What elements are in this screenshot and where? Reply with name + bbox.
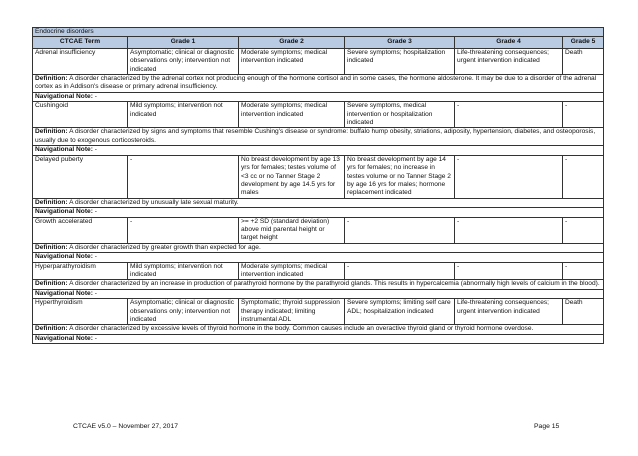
nav-note-cell [33, 92, 604, 101]
nav-note-label: Navigational Note: [35, 92, 93, 100]
term-cell: Hyperthyroidism [33, 299, 128, 325]
table-row [33, 155, 604, 198]
nav-note-text: - [94, 146, 97, 154]
nav-note-cell [33, 253, 604, 262]
col-header-grade-4: Grade 4 [455, 37, 563, 48]
column-header-row [33, 37, 604, 48]
grade-2-cell: Symptomatic; thyroid suppression therapy indicated; limiting instrumental ADL [239, 299, 345, 325]
col-header-grade-2: Grade 2 [239, 37, 345, 48]
nav-note-text: - [94, 253, 97, 261]
nav-note-text: - [94, 92, 97, 100]
grade-3-cell: No breast development by age 14 yrs for females; no increase in testes volume or no Tanner Stage 2 by age 16 yrs for males; hormone replacement indicated [345, 155, 455, 198]
grade-4-cell: Life-threatening consequences; urgent intervention indicated [455, 299, 563, 325]
nav-note-label: Navigational Note: [35, 289, 93, 297]
nav-note-cell [33, 334, 604, 343]
definition-row [33, 198, 604, 207]
grade-3-cell: - [345, 262, 455, 280]
definition-label: Definition: [35, 198, 68, 206]
definition-label: Definition: [35, 280, 68, 288]
table-row [33, 102, 604, 128]
ctcae-table [32, 27, 604, 344]
definition-label: Definition: [35, 325, 68, 333]
definition-text: A disorder characterized by signs and symptoms that resemble Cushing's disease or syndrome: buffalo hump obesity, striations, adiposity, hypertension, diabetes, and osteoporosis, usually due to exogenous corticosteroids. [35, 128, 596, 144]
grade-2-cell: Moderate symptoms; medical intervention indicated [239, 102, 345, 128]
nav-note-row [33, 92, 604, 101]
nav-note-label: Navigational Note: [35, 334, 93, 342]
grade-3-cell: Severe symptoms; limiting self care ADL; hospitalization indicated [345, 299, 455, 325]
definition-label: Definition: [35, 75, 68, 83]
definition-text: A disorder characterized by an increase in production of parathyroid hormone by the parathyroid glands. This results in hypercalcemia (abnormally high levels of calcium in the blood). [69, 280, 600, 288]
footer-page-number: Page 15 [534, 423, 560, 430]
table-row [33, 262, 604, 280]
definition-row [33, 280, 604, 289]
grade-5-cell: Death [563, 48, 604, 74]
col-header-term: CTCAE Term [33, 37, 128, 48]
grade-4-cell: - [455, 102, 563, 128]
nav-note-label: Navigational Note: [35, 208, 93, 216]
grade-5-cell: - [563, 155, 604, 198]
term-cell: Growth accelerated [33, 217, 128, 243]
grade-5-cell: - [563, 262, 604, 280]
grade-3-cell: - [345, 217, 455, 243]
definition-cell [33, 325, 604, 334]
nav-note-cell [33, 146, 604, 155]
definition-cell [33, 198, 604, 207]
grade-4-cell: - [455, 155, 563, 198]
definition-row [33, 75, 604, 93]
definition-row [33, 325, 604, 334]
grade-2-cell: Moderate symptoms; medical intervention indicated [239, 262, 345, 280]
col-header-grade-5: Grade 5 [563, 37, 604, 48]
definition-text: A disorder characterized by the adrenal cortex not producing enough of the hormone cortisol and in some cases, the hormone aldosterone. It may be due to a disorder of the adrenal cortex as in Addison's disease or primary adrenal insufficiency. [35, 75, 597, 91]
nav-note-label: Navigational Note: [35, 253, 93, 261]
nav-note-row [33, 253, 604, 262]
definition-cell [33, 128, 604, 146]
nav-note-row [33, 208, 604, 217]
grade-1-cell: - [128, 217, 239, 243]
definition-cell [33, 243, 604, 252]
table-row [33, 299, 604, 325]
grade-4-cell: Life-threatening consequences; urgent intervention indicated [455, 48, 563, 74]
section-title: Endocrine disorders [33, 28, 604, 37]
nav-note-text: - [94, 334, 97, 342]
grade-1-cell: Asymptomatic; clinical or diagnostic observations only; intervention not indicated [128, 48, 239, 74]
grade-3-cell: Severe symptoms; hospitalization indicated [345, 48, 455, 74]
table-row [33, 217, 604, 243]
nav-note-row [33, 334, 604, 343]
definition-row [33, 128, 604, 146]
definition-label: Definition: [35, 243, 68, 251]
col-header-grade-3: Grade 3 [345, 37, 455, 48]
term-cell: Delayed puberty [33, 155, 128, 198]
definition-row [33, 243, 604, 252]
grade-5-cell: - [563, 102, 604, 128]
definition-label: Definition: [35, 128, 68, 136]
table-row [33, 48, 604, 74]
nav-note-cell [33, 208, 604, 217]
grade-1-cell: Asymptomatic; clinical or diagnostic observations only; intervention not indicated [128, 299, 239, 325]
grade-2-cell: No breast development by age 13 yrs for females; testes volume of <3 cc or no Tanner Stage 2 development by age 14.5 yrs for males [239, 155, 345, 198]
nav-note-text: - [94, 208, 97, 216]
grade-1-cell: - [128, 155, 239, 198]
col-header-grade-1: Grade 1 [128, 37, 239, 48]
definition-cell [33, 280, 604, 289]
nav-note-row [33, 146, 604, 155]
grade-1-cell: Mild symptoms; intervention not indicated [128, 102, 239, 128]
nav-note-cell [33, 289, 604, 298]
grade-3-cell: Severe symptoms, medical intervention or hospitalization indicated [345, 102, 455, 128]
definition-cell [33, 75, 604, 93]
grade-2-cell: >= +2 SD (standard deviation) above mid parental height or target height [239, 217, 345, 243]
grade-5-cell: Death [563, 299, 604, 325]
definition-text: A disorder characterized by excessive levels of thyroid hormone in the body. Common causes include an overactive thyroid gland or thyroid hormone overdose. [69, 325, 534, 333]
grade-1-cell: Mild symptoms; intervention not indicated [128, 262, 239, 280]
term-cell: Hyperparathyroidism [33, 262, 128, 280]
grade-4-cell: - [455, 217, 563, 243]
footer-version: CTCAE v5.0 – November 27, 2017 [73, 423, 179, 430]
definition-text: A disorder characterized by unusually late sexual maturity. [69, 198, 239, 206]
nav-note-row [33, 289, 604, 298]
grade-2-cell: Moderate symptoms; medical intervention indicated [239, 48, 345, 74]
grade-5-cell: - [563, 217, 604, 243]
term-cell: Adrenal insufficiency [33, 48, 128, 74]
definition-text: A disorder characterized by greater growth than expected for age. [69, 243, 261, 251]
grade-4-cell: - [455, 262, 563, 280]
term-cell: Cushingoid [33, 102, 128, 128]
nav-note-text: - [94, 289, 97, 297]
nav-note-label: Navigational Note: [35, 146, 93, 154]
